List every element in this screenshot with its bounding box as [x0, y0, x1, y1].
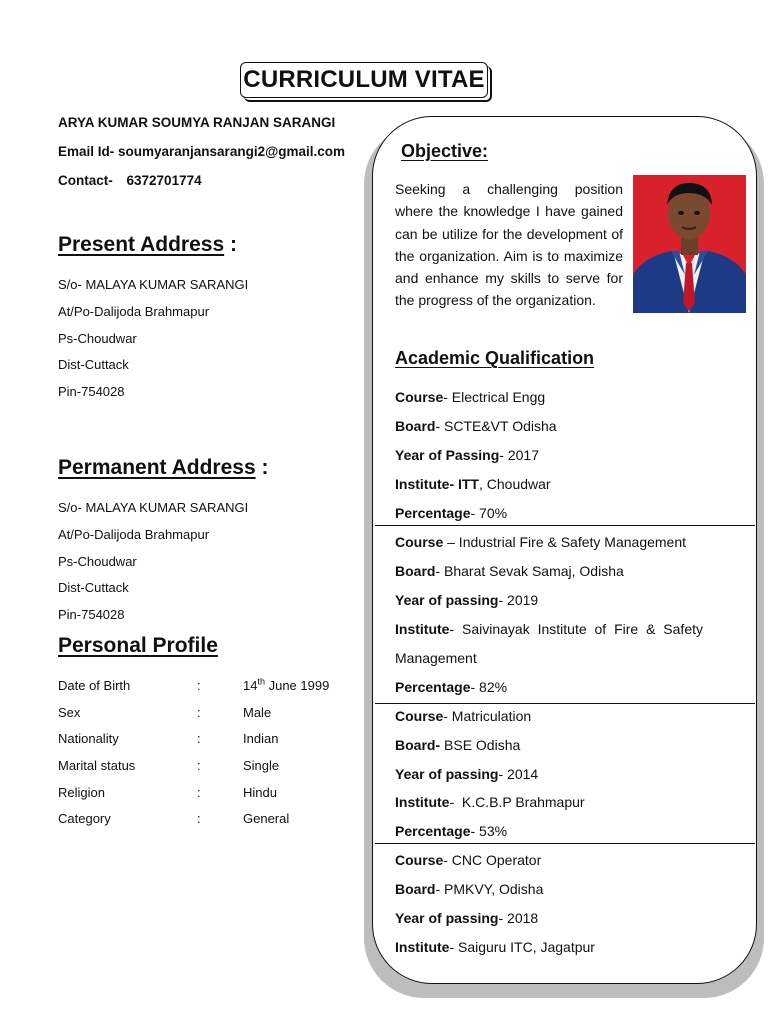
academic-row [395, 708, 531, 724]
academic-row [395, 766, 538, 782]
profile-value: General [243, 811, 290, 826]
academic-row [395, 679, 507, 695]
email-line: Email Id- soumyaranjansarangi2@gmail.com [58, 144, 346, 159]
profile-label: Date of Birth [58, 678, 131, 693]
row-key: Year of passing [395, 766, 499, 782]
row-value: - 53% [470, 823, 508, 839]
row-value: - Bharat Sevak Samaj, Odisha [435, 563, 624, 579]
block-divider [375, 843, 755, 844]
academic-row [395, 910, 538, 926]
profile-value: Male [243, 705, 272, 720]
row-value: - 2014 [498, 766, 539, 782]
profile-sep: : [197, 705, 201, 720]
academic-row [395, 447, 539, 463]
present-address-line: S/o- MALAYA KUMAR SARANGI [58, 277, 249, 292]
row-key: Institute [395, 621, 450, 637]
permanent-address-line: S/o- MALAYA KUMAR SARANGI [58, 500, 249, 515]
permanent-address-line: Ps-Choudwar [58, 554, 137, 569]
title-box [240, 62, 488, 98]
objective-text: Seeking a challenging position where the knowledge I have gained can be utilize for the development of the organization. Aim is to maximize and enhance my skills to serve for the progress of the organization. [395, 181, 623, 309]
objective-title: Objective: [401, 141, 489, 161]
row-value: - K.C.B.P Brahmapur [449, 794, 585, 810]
row-value: - 70% [470, 505, 508, 521]
row-key: Institute- ITT [395, 476, 479, 492]
academic-row [395, 881, 543, 897]
present-address-line: Pin-754028 [58, 384, 125, 399]
dob-rest: June 1999 [264, 678, 330, 693]
present-address-line: Dist-Cuttack [58, 357, 129, 372]
row-key: Percentage [395, 505, 471, 521]
contact-label: Contact- [58, 173, 113, 188]
academic-row [395, 418, 557, 434]
candidate-name: ARYA KUMAR SOUMYA RANJAN SARANGI [58, 115, 336, 130]
row-key: Year of passing [395, 910, 499, 926]
profile-label: Nationality [58, 731, 119, 746]
objective-heading [401, 141, 488, 162]
profile-sep: : [197, 811, 201, 826]
row-key: Year of passing [395, 592, 499, 608]
page-title: CURRICULUM VITAE [243, 66, 485, 93]
academic-row [395, 650, 477, 666]
row-value: BSE Odisha [440, 737, 521, 753]
profile-label: Marital status [58, 758, 136, 773]
permanent-address-line: Dist-Cuttack [58, 580, 129, 595]
academic-row [395, 852, 541, 868]
academic-row [395, 534, 686, 550]
profile-value: Indian [243, 731, 279, 746]
permanent-address-line: Pin-754028 [58, 607, 125, 622]
row-key: Course [395, 389, 444, 405]
row-key: Board [395, 881, 436, 897]
profile-label: Religion [58, 785, 105, 800]
row-value: - 2017 [499, 447, 539, 463]
profile-sep: : [197, 785, 201, 800]
row-value: - Matriculation [443, 708, 532, 724]
academic-row [395, 592, 538, 608]
academic-row [395, 939, 595, 955]
profile-label: Sex [58, 705, 81, 720]
academic-row [395, 823, 507, 839]
profile-sep: : [197, 731, 201, 746]
academic-row [395, 505, 507, 521]
row-value: - 82% [470, 679, 508, 695]
academic-row [395, 794, 585, 810]
academic-row [395, 621, 723, 637]
dob-suffix: th [257, 676, 265, 687]
profile-value: Hindu [243, 785, 277, 800]
personal-profile-heading: Personal Profile [58, 634, 218, 657]
present-address-heading [58, 233, 237, 257]
profile-sep: : [197, 758, 201, 773]
row-key: Course [395, 534, 444, 550]
row-key: Percentage [395, 679, 471, 695]
row-key: Board- [395, 737, 441, 753]
present-address-title: Present Address [58, 233, 225, 256]
row-value: - 2019 [498, 592, 539, 608]
row-key: Board [395, 563, 436, 579]
block-divider [375, 703, 755, 704]
row-value: - Saiguru ITC, Jagatpur [449, 939, 595, 955]
row-value: - Electrical Engg [443, 389, 546, 405]
row-key: Percentage [395, 823, 471, 839]
profile-value: Single [243, 758, 280, 773]
present-address-colon: : [229, 233, 237, 256]
permanent-address-title: Permanent Address [58, 456, 256, 479]
row-value: - CNC Operator [443, 852, 542, 868]
contact-number: 6372701774 [126, 173, 202, 188]
row-key: Course [395, 852, 444, 868]
academic-row [395, 476, 551, 492]
academic-heading [395, 348, 594, 369]
present-address-line: Ps-Choudwar [58, 331, 137, 346]
permanent-address-heading [58, 456, 268, 480]
row-value: - Saivinayak Institute of Fire & Safety [449, 621, 703, 637]
row-value: Management [395, 650, 477, 666]
contact-line [58, 173, 202, 188]
profile-value-dob [243, 678, 329, 693]
row-value: - PMKVY, Odisha [435, 881, 544, 897]
profile-photo [633, 175, 746, 313]
block-divider [375, 525, 755, 526]
row-key: Year of Passing [395, 447, 500, 463]
academic-row [395, 389, 545, 405]
row-key: Institute [395, 939, 450, 955]
row-value: - SCTE&VT Odisha [435, 418, 557, 434]
dob-day: 14 [243, 678, 258, 693]
academic-title: Academic Qualification [395, 348, 595, 368]
row-key: Institute [395, 794, 450, 810]
permanent-address-colon: : [261, 456, 269, 479]
academic-row [395, 737, 520, 753]
row-key: Board [395, 418, 436, 434]
academic-row [395, 563, 624, 579]
profile-sep: : [197, 678, 201, 693]
row-key: Course [395, 708, 444, 724]
profile-label: Category [58, 811, 111, 826]
present-address-line: At/Po-Dalijoda Brahmapur [58, 304, 210, 319]
row-value: - 2018 [498, 910, 539, 926]
permanent-address-line: At/Po-Dalijoda Brahmapur [58, 527, 210, 542]
row-value: – Industrial Fire & Safety Management [443, 534, 687, 550]
row-value: , Choudwar [479, 476, 551, 492]
